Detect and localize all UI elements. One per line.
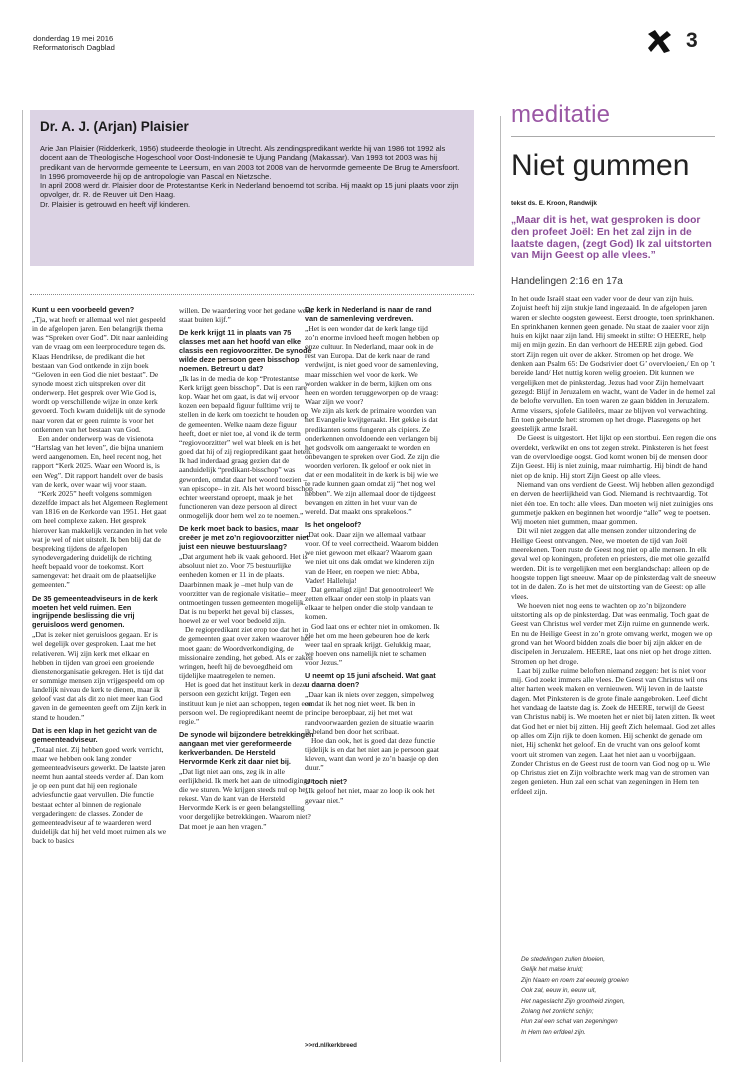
body-paragraph: Het is goed dat het instituut kerk in deze persoon een gezicht krijgt. Tegen een instituut kun je niet aan schoppen, tegen een persoon wel. De regiopredikant neemt de regie.”	[179, 680, 312, 726]
interview-question: Kunt u een voorbeeld geven?	[32, 305, 135, 314]
meditation-paragraph: Laat bij zulke ruime beloften niemand zeggen: het is niet voor mij. God zoekt immers alle vlees. De Geest van Christus wil ons alter harten week maken en vernieuwen. Wij leven in de laatste dagen. Met Pinksteren is de grote finale aangebroken. Leef dicht het vandaag de laatste dag is. Zoek de HEERE, terwijl de Geest van Christus nabij is. We moeten het er niet bij laten zitten. Ik weet dat God het er niet bij zitten. Hij geeft Zich helemaal. God zet alles op alles om Zijn rijk te doen komen. Hij schenkt de genade om niet, Hij schenkt het geloof. En de vrucht van ons geloof komt voort uit stromen van zegen. Laat het niet aan u voorbijgaan. Zonder Christus en de Geest rust de toorn van God nog op u. Wie op Christus ziet en Zijn volbrachte werk mag van de stromen van zegen genieten. Hun zal een schat van zegeningen in Hem ten erfdeel zijn.	[511, 665, 716, 796]
body-paragraph: „Ik geloof het niet, maar zo loop ik ook het gevaar niet.”	[305, 786, 435, 805]
body-paragraph: Een ander onderwerp was de visienota “Hartslag van het leven”, die bijna unaniem werd aangenomen. En, heel recent nog, het rapport “Kerk 2025. Waar een Woord is, is een Weg”. Dit rapport handelt over de basis van de kerk, over waar wij voor staan.	[32, 433, 164, 489]
dotted-separator	[30, 294, 474, 295]
body-paragraph: „Totaal niet. Zij hebben goed werk verricht, maar we hebben ook lang zonder gemeenteadviseurs gewerkt. De laatste jaren neemt hun aantal steeds verder af. Dan kom je op een punt dat hij een regionale adviesfunctie gaat vervullen. Die functie bestaat echter al binnen de regionale vergaderingen: de classes. Zonder de gemeenteadviseur af te waarderen werd duidelijk dat hij het veld moet ruimen als we back to basics	[32, 744, 167, 846]
meditation-title: Niet gummen	[511, 149, 690, 182]
body-paragraph: „Het is een wonder dat de kerk lange tijd zo’n enorme invloed heeft mogen hebben op onze cultuur. In Nederland, maar ook in de rest van Europa. Dat de kerk naar de rand verdwijnt, is niet goed voor de samenleving, maar misschien wel voor de kerk. We worden wakker in de berm, kijken om ons heen en worden teruggeworpen op de vraag: Waar zijn we voor?	[305, 323, 440, 407]
article-column-1	[32, 306, 168, 845]
interview-question: U toch niet?	[305, 776, 348, 786]
verse-line: Hun zal een schat van zegeningen	[521, 1018, 618, 1026]
body-paragraph: God laat ons er echter niet in omkomen. Ik zie het om me heen gebeuren hoe de kerk weer taal en spraak krijgt. Gelukkig maar, we hoeven ons namelijk niet te schamen voor Jezus.”	[305, 621, 440, 668]
meditation-paragraph: In het oude Israël staat een vader voor de deur van zijn huis. Zojuist heeft hij zijn stukje land ingezaaid. In de afgelopen jaren waren er slechte oogsten geweest. Eerst droogte, toen sprinkhanen. En sprinkhanen kennen geen genade. Nu staat de zaaier voor zijn huis en kijkt naar zijn land. Hij smeekt in stilte: O HEERE, help mij en mijn gezin. En dan verhoort de HEERE zijn gebed. God stort Zijn regen uit over de akker. Stromen op het droge. We denken aan Psalm 65: De Godsrivier doet G’ overvloeien,/ En op ’t bereide land/ Het nuttig koren welig groeien. Dit kunnen we vergelijken met de pinksterdag. Jezus had voor Zijn hemelvaart gezegd: Blijf in Jeruzalem en wacht, want de Vader in de hemel zal de belofte vervullen. En toen waren ze gaan bidden in Jeruzalem. Arme vissers, sjofele Galileërs, maar ze blijven vol verwachting. En toen gebeurde het: stromen op het droge. Plasregens op het geestelijk arme Israël.	[511, 294, 716, 434]
meditation-byline: tekst ds. E. Kroon, Randwijk	[511, 200, 597, 207]
psalm-verse	[521, 955, 711, 1038]
meditation-paragraph: Niemand van ons verdient de Geest. Wij hebben allen gezondigd en derven de heerlijkheid van God. Niemand is rechtvaardig. Tot niet één toe. En toch: alle vlees. Dan moeten wij niet zuinigjes ons gummetje pakken en beginnen het woordje “alle” weg te poetsen. Wij moeten niet gummen, maar gommen.	[511, 479, 714, 527]
body-paragraph: „Ik las in de media de kop “Protestantse Kerk krijgt geen bisschop”. Dat is een rare kop. Waar het om gaat, is dat wij ervoor kozen een bepaald figuur fulltime vrij te stellen in de kerk om toezicht te houden op de gemeenten. Welke naam deze figuur heeft, doet er niet toe, al vond ik de term “regiovoorzitter” wel wat bleek en is het goed dat hij of zij regiopredikant gaat heten. Ik had inderdaad graag gezien dat de aanduidelijk “predikant-bisschop” was geworden, omdat daar het woord toezien –van episcope– in zit. Als het woord bisschop echter weerstand oproept, maak je het functioneren van deze persoon al direct onmogelijk door hem wel zo te noemen.”	[179, 373, 313, 521]
interview-question: De 35 gemeenteadviseurs in de kerk moeten het veld ruimen. Een ingrijpende beslissing die vrij geruisloos werd genomen.	[32, 593, 158, 630]
article-column-3	[305, 306, 441, 805]
page-number: 3	[686, 29, 698, 52]
interview-question: Is het ongeloof?	[305, 520, 362, 530]
section-rule	[511, 136, 715, 137]
rd-cross-logo-icon	[646, 28, 672, 54]
meditation-paragraph: De Geest is uitgestort. Het lijkt op een stortbui. Een regen die ons overdekt, verkwikt en ons tot zegen strekt. Pinksteren is het feest van de overvloedige oogst. God komt wonen bij de mensen door Zijn Geest. Hij is niet zuinig, maar ruimhartig. Hij bindt de hand niet op de knip. Hij stort Zijn Geest op alle vlees.	[511, 433, 717, 480]
body-paragraph: Hoe dan ook, het is goed dat deze functie tijdelijk is en dat het niet aan je persoon gaat kleven, want dan word je zo’n baasje op den duur.”	[305, 735, 439, 773]
meditation-paragraph: We hoeven niet nog eens te wachten op zo’n bijzondere uitstorting als op de pinksterdag. Dat was eenmalig. Toch gaat de Geest van Christus wel verder met Zijn ruime en gunnende werk. En nu de Heilige Geest in zo’n grote omvang werkt, mogen we op grond van het Woord bidden zoals die boer bij zijn akker en de discipelen in Jeruzalem. HEERE, laat ons niet op het droge zitten. Stromen op het droge.	[511, 600, 713, 666]
left-column-divider	[22, 110, 23, 1062]
verse-line: Ook zal, eeuw in, eeuw uit,	[521, 987, 597, 995]
bible-quote: „Maar dit is het, wat gesproken is door den profeet Joël: En het zal zijn in de laatste dagen, (zegt God) Ik zal uitstorten van Mijn Geest op alle vlees.”	[511, 215, 712, 262]
biography-paragraph: In 1996 promoveerde hij op de antropologie van Pascal en Nietzsche.	[40, 171, 272, 181]
verse-line: Zolang het zonlicht schijn;	[521, 1008, 594, 1016]
biography-paragraph: Dr. Plaisier is getrouwd en heeft vijf kinderen.	[40, 199, 191, 209]
body-paragraph: „Dat argument heb ik vaak gehoord. Het is absoluut niet zo. Voor 75 bestuurlijke eenheden komen er 11 in de plaats. Daarbinnen maak je –met hulp van de voorzitter van de regionale visitatie– meer ontmoetingen tussen gemeenten mogelijk. Dat is nu beperkt het geval bij classes, hoewel ze er wel voor bedoeld zijn.	[179, 552, 308, 626]
issue-date: donderdag 19 mei 2016	[33, 34, 114, 43]
web-link[interactable]: >>rd.nl/kerkbreed	[305, 1042, 357, 1049]
body-paragraph: willen. De waardering voor het gedane werk staat buiten kijf.”	[179, 306, 313, 325]
verse-line: De stedelingen zullen bloeien,	[521, 956, 606, 963]
masthead	[33, 34, 115, 52]
verse-line: Gelijk het malse kruid;	[521, 966, 583, 974]
interview-question: De kerk in Nederland is naar de rand van de samenleving verdreven.	[305, 305, 432, 323]
biography-paragraph: Arie Jan Plaisier (Ridderkerk, 1956) studeerde theologie in Utrecht. Als zendingspredikant werkte hij van 1986 tot 1992 als docent aan de Theologische Hogeschool voor Oost-Indonesië te Ujung Pandang (Makassar). Van 1993 tot 2003 was hij predikant van de hervormde gemeente te Leersum, en van 2003 tot 2008 van de hervormde gemeente De Brug te Amersfoort.	[40, 144, 460, 172]
interview-question: De synode wil bijzondere betrekkingen aangaan met vier gereformeerde kerkverbanden. De Hersteld Hervormde Kerk zit daar niet bij.	[179, 730, 314, 766]
bible-reference: Handelingen 2:16 en 17a	[511, 276, 623, 287]
body-paragraph: De regiopredikant ziet erop toe dat het in de gemeenten gaat over zaken waarover het moet gaan: de Woordverkondiging, de missionaire zending, het gebed. Als er zaken wringen, heeft hij de bevoegdheid om tijdelijke maatregelen te nemen.	[179, 625, 313, 681]
body-paragraph: „Daar kan ik niets over zeggen, simpelweg omdat ik het nog niet weet. Ik ben in principe beroepbaar, zij het met wat randvoorwaarden gezien de situatie waarin ik beland ben door het scribaat.	[305, 690, 434, 736]
biography-box	[30, 110, 474, 266]
interview-question: U neemt op 15 juni afscheid. Wat gaat u daarna doen?	[305, 671, 436, 690]
interview-question: De kerk moet back to basics, maar creëer je met zo’n regiovoorzitter niet juist een nieuwe bestuurslaag?	[179, 524, 309, 552]
verse-line: Zijn Naam en roem zal eeuwig groeien	[521, 976, 629, 984]
meditation-divider	[500, 116, 501, 1062]
meditation-paragraph: Dit wil niet zeggen dat alle mensen zonder uitzondering de Heilige Geest ontvangen. Nee, we moeten de tijd van Joël meerekenen. Toen ruste de Geest nog niet op alle mensen. In elk geval wel op koningen, profeten en priesters, die met olie gezalfd werden. Dit is te vergelijken met een berglandschap: alleen op de hoogste toppen ligt sneeuw. Maar op de pinksterdag valt de sneeuw tot in de dalen. Zo is het met de uitstorting van de Geest: op alle vlees.	[511, 526, 717, 601]
article-column-2	[179, 306, 315, 831]
body-paragraph: „Dat is zeker niet geruisloos gegaan. Er is wel degelijk over gesproken. Laat me het relativeren. Wij zijn kerk met elkaar en hebben in tijden van groei een groeiende dienstenorganisatie gekregen. Het is tijd dat er sommige mensen zijn vrijgespeeld om op landelijk niveau de kerk te dienen, maar ik geloof vast dat als dit zo niet meer kan God gaven in de gemeenten geeft om Zijn kerk in stand te houden.”	[32, 630, 167, 722]
interview-question: Dat is een klap in het gezicht van de gemeenteadviseur.	[32, 725, 157, 744]
section-label: meditatie	[511, 101, 611, 128]
biography-heading: Dr. A. J. (Arjan) Plaisier	[40, 119, 189, 134]
body-paragraph: We zijn als kerk de primaire woorden van het Evangelie kwijtgeraakt. Het gekke is dat predikanten soms fungeren als cipiers. Ze onderkennen onvoldoende een verlangen bij het godsvolk om aangeraakt te worden en onbevangen te spreken over God. Ze zijn die woorden verloren. Ik geloof er ook niet in dat er een modaliteit in de kerk is bij wie we te rade kunnen gaan omdat zij “het nog wel hebben”. We zijn allemaal door de tijdgeest bevangen en zitten in het vuur van de wereld. Dat maakt ons sprakeloos.”	[305, 406, 440, 516]
interview-question: De kerk krijgt 11 in plaats van 75 classes met aan het hoofd van elke classis een regiovoorzitter. De synode wilde deze persoon geen bisschop noemen. Betreurt u dat?	[179, 328, 312, 373]
body-paragraph: „Dat ligt niet aan ons, zeg ik in alle eerlijkheid. Ik merk het aan de uitnodigingen die we sturen. We krijgen steeds nul op het rekest. Van de kant van de Hersteld Hervormde Kerk is er geen belangstelling voor dergelijke betrekkingen. Waarom niet? Dat moet je aan hen vragen.”	[179, 766, 315, 831]
body-paragraph: “Kerk 2025” heeft volgens sommigen dezelfde impact als het Algemeen Reglement van 1816 en de Kerkorde van 1951. Het gaat om heel complexe zaken. Het gesprek hierover kan makkelijk verzanden in het vele wat je wel of niet uitstelt. Ik ben blij dat de bespreking tijdens de afgelopen synodevergadering duidelijk de richting heeft bepaald voor de toekomst. Kort samengevat: het draait om de plaatselijke gemeenten.”	[32, 488, 168, 590]
newspaper-name: Reformatorisch Dagblad	[33, 43, 115, 52]
verse-line: Het nageslacht Zijn grootheid zingen,	[521, 997, 625, 1005]
meditation-body	[511, 294, 717, 796]
body-paragraph: „Tja, wat heeft er allemaal wel niet gespeeld in de afgelopen jaren. Een belangrijk thema was “Spreken over God”. Dit naar aanleiding van de vraag om een leerprocedure tegen ds. Klaas Hendrikse, de predikant die het bestaan van God ontkende in zijn boek “Geloven in een God die niet bestaat”. De synode moest zich uitspreken over dit onderwerp. Het gesprek over Wie God is, wordt op verschillende wijze in onze kerk gevoerd. Toch kwam duidelijk uit de synode naar voren dat er geen ruimte is voor het ontkennen van het bestaan van God.	[32, 314, 168, 434]
biography-paragraph: In april 2008 werd dr. Plaisier door de Protestantse Kerk in Nederland benoemd tot scriba. Hij maakt op 15 juni plaats voor zijn opvolger, dr. R. de Reuver uit Den Haag.	[40, 181, 459, 200]
body-paragraph: „Dat ook. Daar zijn we allemaal vatbaar voor. Of te veel correctheid. Waarom bidden we niet gewoon met elkaar? Waarom gaan we niet uit ons dak omdat we kinderen zijn van de Heer, en roepen we niet: Abba, Vader! Halleluja!	[305, 530, 439, 585]
body-paragraph: Dat gemaligd zijn! Dat genootroleer! We zetten elkaar onder een stolp in plaats van elkaar te helpen onder die stolp vandaan te komen.	[305, 584, 434, 622]
verse-line: In Hem ten erfdeel zijn.	[521, 1028, 586, 1036]
